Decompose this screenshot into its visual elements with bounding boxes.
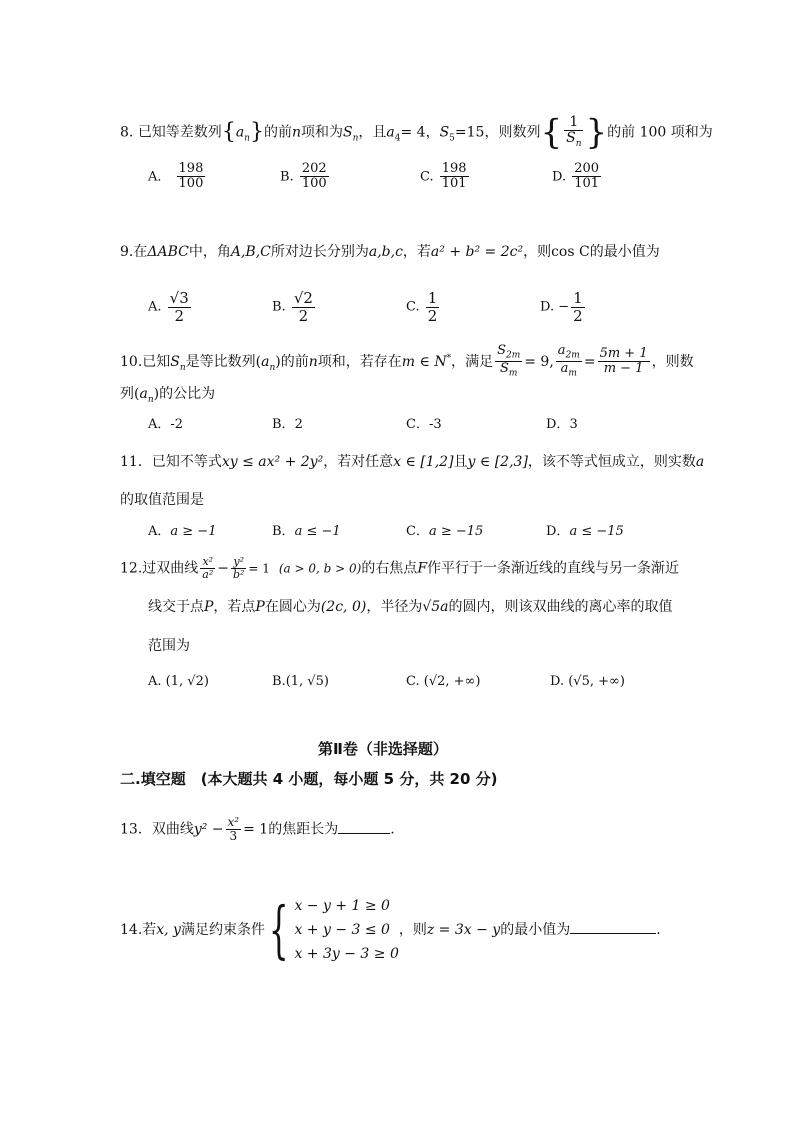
option-b: B. $\frac{202}{100}$ [280,161,327,192]
option-b: B.(1, √5) [272,674,329,689]
option-c: C. $\frac{1}{2}$ [406,289,438,325]
option-c: C．-3 [406,417,442,432]
option-c: C. (√2, +∞) [406,674,481,689]
option-b: B. $\frac{√2}{2}$ [272,289,313,325]
answer-blank[interactable] [338,833,390,834]
part-heading: 二.填空题 (本大题共 4 小题，每小题 5 分，共 20 分) [120,770,498,788]
question-number: 11． [120,454,152,470]
question-number: 13． [120,821,152,838]
question-number: 8. [120,124,134,141]
option-a: A．-2 [148,417,184,432]
option-b: B．2 [272,417,303,432]
question-8: 8. 已知等差数列$\{a_n\}$的前n项和为$S_n$，且$a_4= 4$，$S_5=15$，则数列{ $\frac{1}{S_n}$ }的前 100 项和为 [120,112,713,153]
question-number: 10. [120,353,143,370]
question-13: 13．双曲线y² − $\frac{\text{x²}}{3}$ = 1的焦距长为 . [120,815,395,844]
question-9: 9.在ΔABC中，角A,B,C所对边长分别为a,b,c，若a² + b² = 2c²，则cos C的最小值为 [120,244,660,260]
option-d: D. (√5, +∞) [550,674,625,689]
option-d: D. $\frac{200}{101}$ [552,161,600,192]
option-a: A. (1, √2) [148,674,209,689]
question-12-line3: 范围为 [148,638,190,654]
option-b: B．a ≤ −1 [272,524,341,539]
question-number: 9. [120,244,134,260]
option-a: A． $\frac{198}{100}$ [148,161,204,192]
question-11: 11．已知不等式xy ≤ ax² + 2y²，若对任意x ∈ [1,2]且y ∈ [2,3]，该不等式恒成立，则实数a [120,454,705,470]
fraction: $\frac{1}{S_n}$ [566,114,582,150]
option-d: D．a ≤ −15 [546,524,624,539]
question-10: 10.已知$S_n$是等比数列$(a_n)$的前n项和，若存在m ∈ N*，满足 $\frac{S_{2m}}{S_m}$ = 9, $\frac{a_{2m}}{a_m}$ = $\frac{5m + 1}{m - 1}$ ，则数 [120,343,694,380]
option-c: C．a ≥ −15 [406,524,484,539]
option-c: C. $\frac{198}{101}$ [420,161,467,192]
question-12: 12.过双曲线 $\frac{\text{x²}}{\text{a²}}$ − $\frac{\text{y²}}{\text{b²}}$ = 1 (a > 0, b > 0)的右焦点F作平行于一条渐近线的直线与另一条渐近 [120,555,680,582]
question-11-line2: 的取值范围是 [120,492,204,508]
question-12-line2: 线交于点P，若点P在圆心为(2c, 0)，半径为√5a的圆内，则该双曲线的离心率的取值 [148,599,673,615]
question-10-line2: 列$(a_n)$的公比为 [120,386,216,405]
constraint-system: x − y + 1 ≥ 0 x + y − 3 ≤ 0 x + 3y − 3 ≥ 0 [294,898,399,962]
option-a: A. $\frac{√3}{2}$ [148,289,189,325]
section-title: 第Ⅱ卷（非选择题） [318,740,448,758]
question-14: 14.若x, y满足约束条件{ x − y + 1 ≥ 0 x + y − 3 ≤ 0 x + 3y − 3 ≥ 0 ，则z = 3x − y的最小值为 . [120,893,661,966]
option-a: A．a ≥ −1 [148,524,217,539]
answer-blank[interactable] [570,933,656,934]
option-d: D．3 [546,417,578,432]
question-number: 14. [120,922,143,938]
question-number: 12. [120,560,143,577]
option-d: D. − $\frac{1}{2}$ [540,289,583,325]
